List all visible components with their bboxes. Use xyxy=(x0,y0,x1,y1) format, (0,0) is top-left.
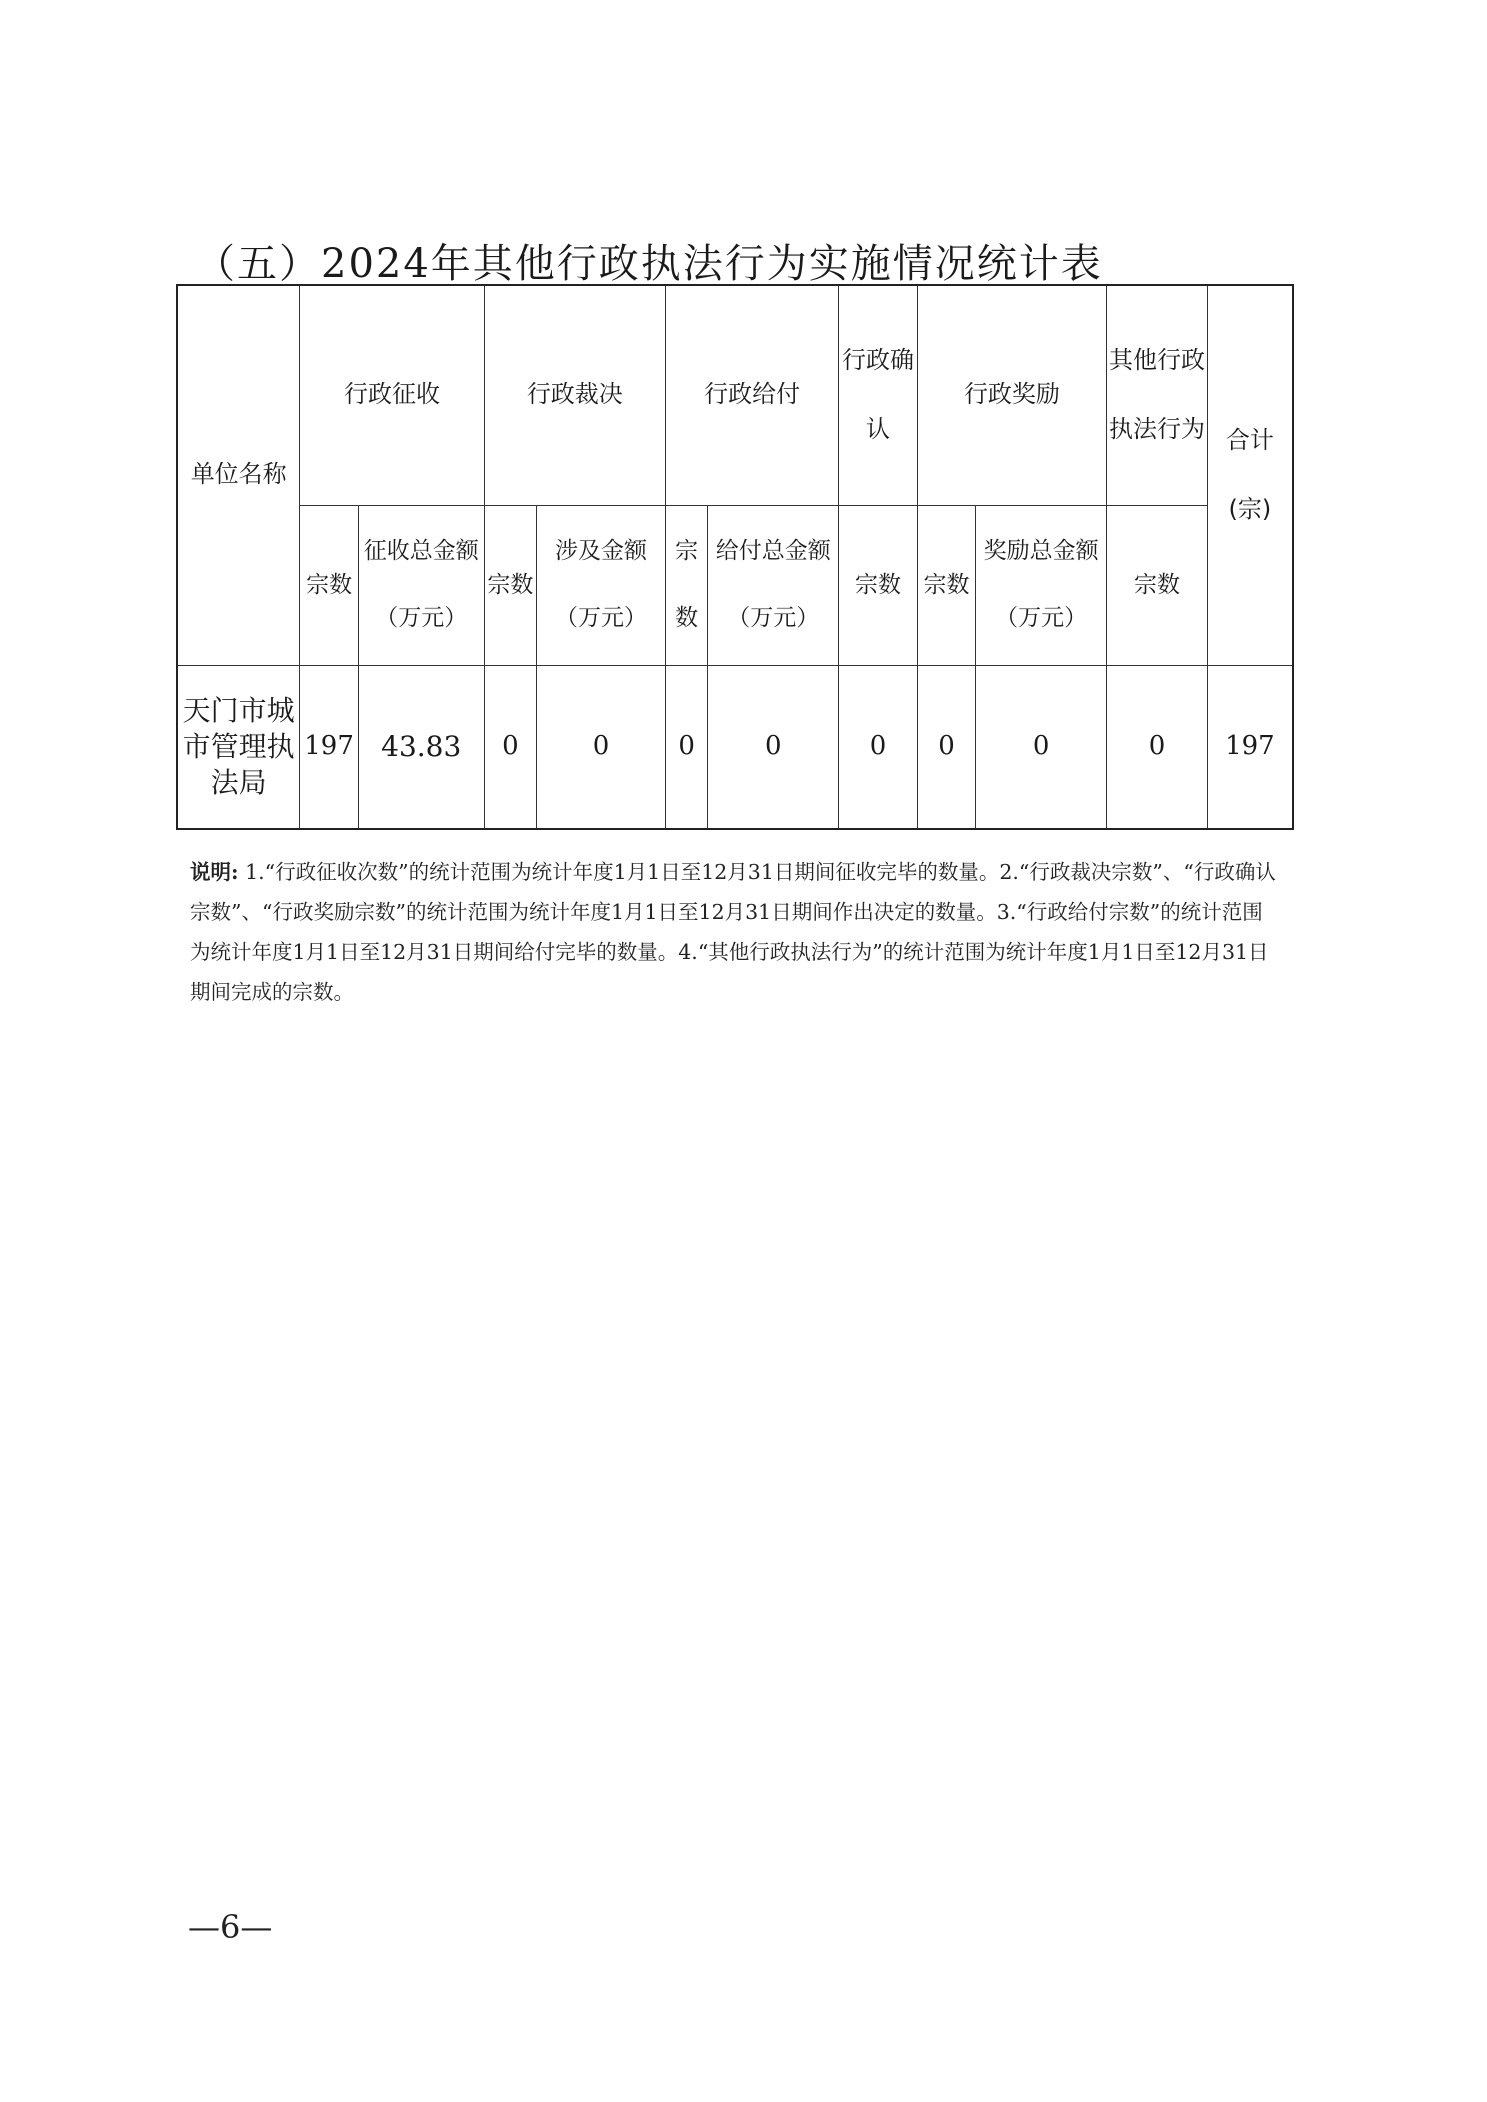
unit-name-header: 单位名称 xyxy=(177,285,300,665)
sub-header-count: 宗数 xyxy=(300,505,358,665)
statistics-table xyxy=(176,284,1294,830)
header-confirmation: 行政确认 xyxy=(839,285,918,505)
notes-label: 说明: xyxy=(190,860,239,884)
header-total: 合计(宗) xyxy=(1207,285,1293,665)
sub-header-count: 宗数 xyxy=(839,505,918,665)
header-payment: 行政给付 xyxy=(665,285,838,505)
reward-count: 0 xyxy=(917,665,975,829)
page-number: —6— xyxy=(188,1908,273,1946)
collection-count: 197 xyxy=(300,665,358,829)
unit-name-cell: 天门市城市管理执法局 xyxy=(177,665,300,829)
header-collection: 行政征收 xyxy=(300,285,484,505)
total-count: 197 xyxy=(1207,665,1293,829)
table-row xyxy=(177,665,1293,829)
header-reward: 行政奖励 xyxy=(917,285,1106,505)
sub-header-payment-amount: 给付总金额（万元） xyxy=(708,505,839,665)
header-adjudication: 行政裁决 xyxy=(484,285,665,505)
sub-header-collection-amount: 征收总金额（万元） xyxy=(358,505,484,665)
notes-paragraph xyxy=(190,852,1280,1012)
sub-header-count: 宗数 xyxy=(917,505,975,665)
confirmation-count: 0 xyxy=(839,665,918,829)
sub-header-count: 宗数 xyxy=(1107,505,1208,665)
sub-header-involved-amount: 涉及金额（万元） xyxy=(537,505,666,665)
sub-header-count: 宗数 xyxy=(665,505,707,665)
sub-header-count: 宗数 xyxy=(484,505,536,665)
sub-header-reward-amount: 奖励总金额（万元） xyxy=(976,505,1107,665)
header-other-enforcement: 其他行政执法行为 xyxy=(1107,285,1208,505)
payment-amount: 0 xyxy=(708,665,839,829)
payment-count: 0 xyxy=(665,665,707,829)
notes-text: 1.“行政征收次数”的统计范围为统计年度1月1日至12月31日期间征收完毕的数量。2.“行政裁决宗数”、“行政确认宗数”、“行政奖励宗数”的统计范围为统计年度1月1日至12月31日期间作出决定的数量。3.“行政给付宗数”的统计范围为统计年度1月1日至12月31日期间给付完毕的数量。4.“其他行政执法行为”的统计范围为统计年度1月1日至12月31日期间完成的宗数。 xyxy=(190,860,1276,1004)
table-title: （五）2024年其他行政执法行为实施情况统计表 xyxy=(195,241,1103,287)
adjudication-amount: 0 xyxy=(537,665,666,829)
collection-amount: 43.83 xyxy=(358,665,484,829)
adjudication-count: 0 xyxy=(484,665,536,829)
reward-amount: 0 xyxy=(976,665,1107,829)
other-enforcement-count: 0 xyxy=(1107,665,1208,829)
